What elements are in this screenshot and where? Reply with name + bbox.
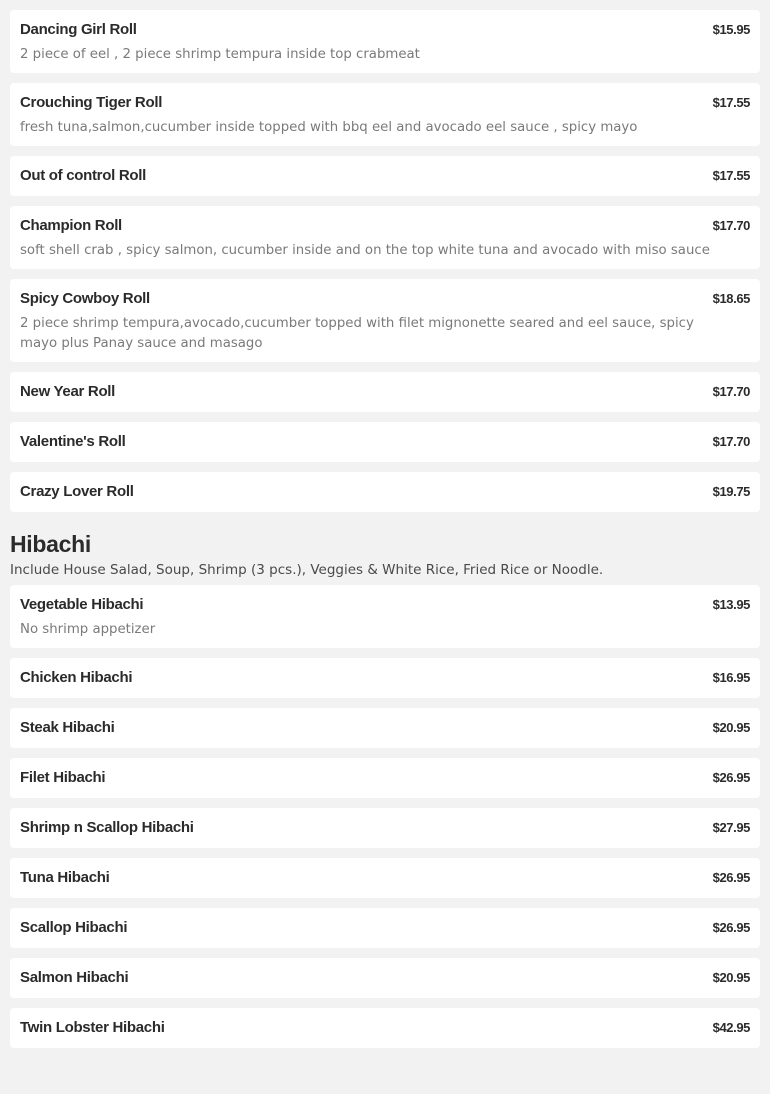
menu-item-name: Champion Roll — [20, 217, 122, 234]
menu-item-description: soft shell crab , spicy salmon, cucumber inside and on the top white tuna and avocado with miso sauce — [20, 243, 710, 258]
menu-item-price: $17.55 — [712, 95, 750, 110]
menu-item-name: New Year Roll — [20, 383, 116, 400]
menu-item-price: $17.55 — [712, 168, 750, 183]
menu-item-name: Steak Hibachi — [20, 719, 115, 736]
menu-item-card[interactable] — [10, 279, 760, 362]
menu-item-price: $20.95 — [712, 720, 750, 735]
menu-item-card[interactable] — [10, 10, 760, 73]
menu-item-card[interactable] — [10, 858, 760, 898]
menu-item-price: $17.70 — [712, 434, 750, 449]
menu-item-name: Tuna Hibachi — [20, 869, 110, 886]
menu-item-price: $19.75 — [712, 484, 750, 499]
section-description: Include House Salad, Soup, Shrimp (3 pcs.), Veggies & White Rice, Fried Rice or Noodle. — [10, 562, 604, 578]
menu-item-price: $18.65 — [712, 291, 750, 306]
menu-item-name: Salmon Hibachi — [20, 969, 129, 986]
menu-item-card[interactable] — [10, 1008, 760, 1048]
menu-item-price: $15.95 — [712, 22, 750, 37]
menu-item-price: $13.95 — [712, 597, 750, 612]
menu-item-card[interactable] — [10, 758, 760, 798]
menu-item-card[interactable] — [10, 708, 760, 748]
menu-item-description: 2 piece of eel , 2 piece shrimp tempura inside top crabmeat — [20, 47, 420, 62]
section-header — [10, 530, 760, 579]
menu-item-name: Scallop Hibachi — [20, 919, 128, 936]
menu-item-card[interactable] — [10, 472, 760, 512]
menu-item-name: Dancing Girl Roll — [20, 21, 137, 38]
menu-item-name: Crouching Tiger Roll — [20, 94, 163, 111]
menu-item-name: Spicy Cowboy Roll — [20, 290, 150, 307]
menu-item-card[interactable] — [10, 372, 760, 412]
menu-item-price: $17.70 — [712, 218, 750, 233]
menu-item-card[interactable] — [10, 206, 760, 269]
menu-item-card[interactable] — [10, 958, 760, 998]
section-title: Hibachi — [10, 531, 91, 557]
menu-item-name: Out of control Roll — [20, 167, 146, 184]
menu-item-price: $20.95 — [712, 970, 750, 985]
menu-item-price: $27.95 — [712, 820, 750, 835]
menu-item-name: Valentine's Roll — [20, 433, 126, 450]
menu-item-card[interactable] — [10, 908, 760, 948]
menu-item-name: Filet Hibachi — [20, 769, 106, 786]
menu-item-name: Twin Lobster Hibachi — [20, 1019, 165, 1036]
menu-item-card[interactable] — [10, 808, 760, 848]
menu-item-card[interactable] — [10, 156, 760, 196]
menu-item-card[interactable] — [10, 658, 760, 698]
menu-item-name: Vegetable Hibachi — [20, 596, 144, 613]
menu-item-name: Shrimp n Scallop Hibachi — [20, 819, 194, 836]
menu-item-price: $26.95 — [712, 920, 750, 935]
menu-item-price: $17.70 — [712, 384, 750, 399]
menu-item-price: $16.95 — [712, 670, 750, 685]
menu-item-name: Crazy Lover Roll — [20, 483, 134, 500]
menu-item-name: Chicken Hibachi — [20, 669, 133, 686]
menu-item-card[interactable] — [10, 83, 760, 146]
menu-item-card[interactable] — [10, 585, 760, 648]
menu-item-description: No shrimp appetizer — [20, 622, 156, 637]
menu-item-card[interactable] — [10, 422, 760, 462]
menu-item-price: $26.95 — [712, 870, 750, 885]
menu-item-description: fresh tuna,salmon,cucumber inside topped with bbq eel and avocado eel sauce , spicy mayo — [20, 120, 638, 135]
menu-item-description: 2 piece shrimp tempura,avocado,cucumber topped with filet mignonette seared and eel sauce, spicy mayo plus Panay sauce and masago — [20, 316, 694, 351]
menu-item-price: $26.95 — [712, 770, 750, 785]
menu-item-price: $42.95 — [712, 1020, 750, 1035]
